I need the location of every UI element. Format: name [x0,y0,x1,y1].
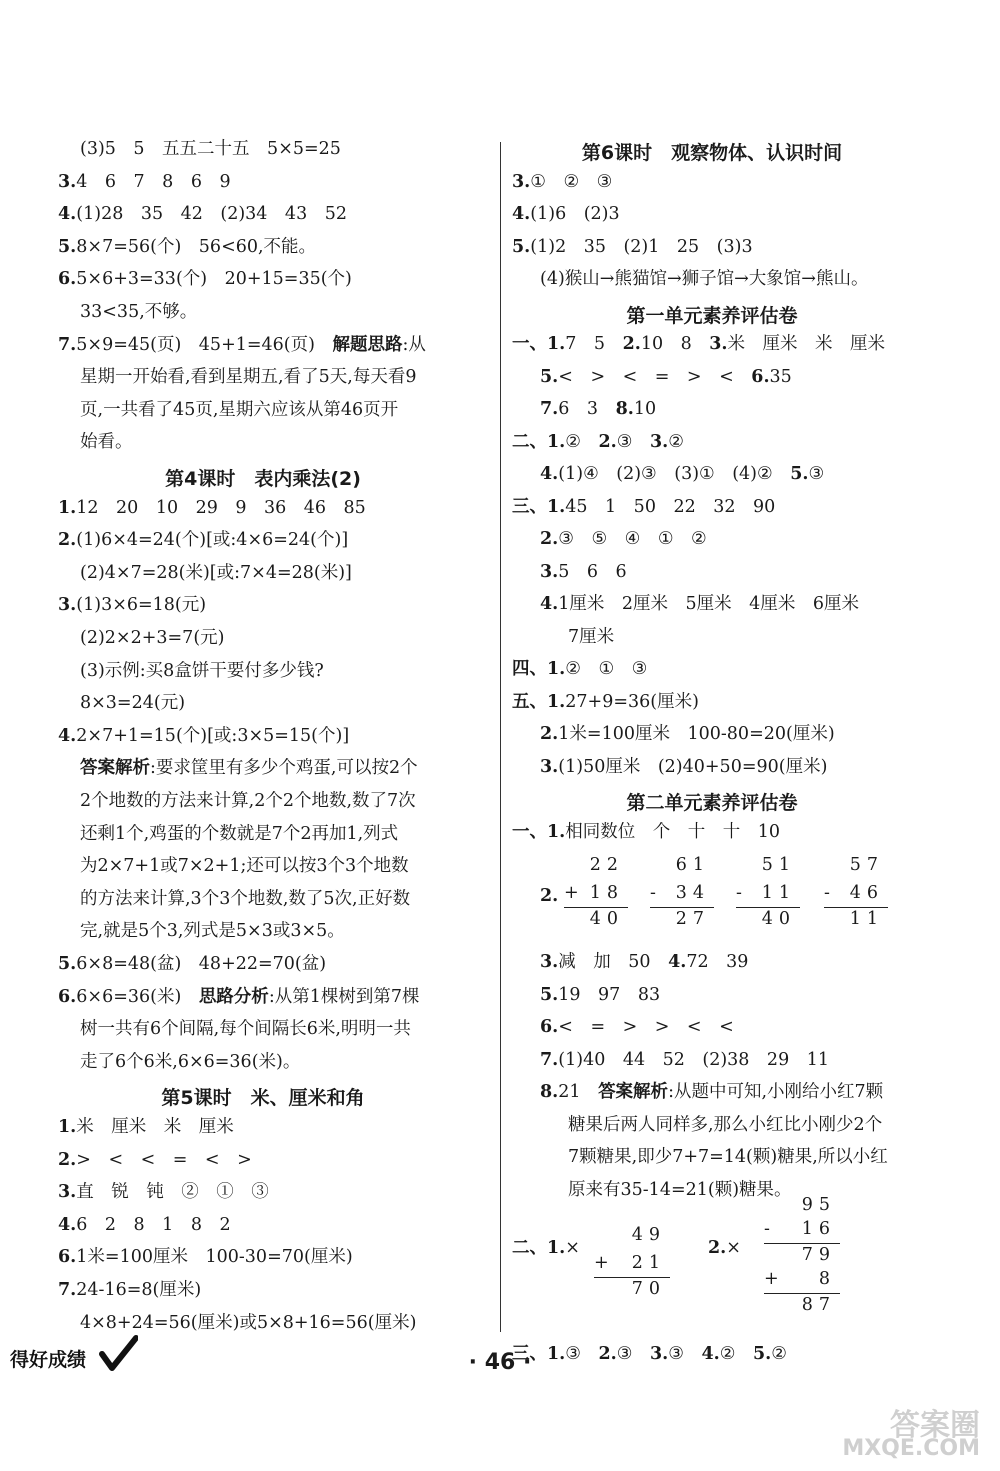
answer-line [512,236,753,258]
item-bold: 4. [701,1344,720,1364]
item-text: 33<35,不够。 [80,302,198,322]
item-text: ② ① ③ [565,659,648,679]
answer-line [80,1051,300,1073]
calc-value: 16 [801,1219,836,1239]
item-bold: 4. [540,594,559,614]
answer-line [512,821,780,843]
item-text: 5×9=45(页) 45+1=46(页) [76,334,333,355]
answer-line [80,399,398,421]
item-text: 4 6 7 8 6 9 [76,171,231,192]
answer-line [540,984,660,1006]
item-text: (3)5 5 五五二十五 5×5=25 [80,139,341,159]
item-text: 4×8+24=56(厘米)或5×8+16=56(厘米) [80,1312,417,1333]
item-text: ② [771,1344,787,1364]
item-text: 始看。 [80,432,133,453]
answer-line [540,1016,734,1038]
item-text: 24-16=8(厘米) [76,1280,202,1300]
calc-value: + [764,1269,785,1289]
brand-logo: 得好成绩 [10,1349,87,1371]
answer-line [568,1114,882,1136]
section-heading: 第5课时 米、厘米和角 [161,1087,365,1110]
item-bold: 3. [540,561,559,582]
answer-line [58,497,366,519]
answer-line [58,1279,201,1301]
answer-line [58,1246,353,1268]
item-text: 21 [558,1082,599,1102]
item-number: 3. [58,1182,77,1203]
calc-bar [824,907,888,908]
item-number: 1. [58,1117,77,1137]
item-text: 19 97 83 [558,984,661,1005]
item-number: 3. [58,171,77,192]
calc-bar [564,907,628,908]
answer-line [58,1116,234,1138]
answer-line [80,790,416,812]
item-number: 6. [58,269,77,290]
answer-line [512,333,885,355]
answer-line [80,1312,416,1334]
item-text: ③ ⑤ ④ ① ② [558,529,707,549]
item-text: 72 39 [686,952,749,972]
item-text: ③ [565,1344,599,1364]
answer-line [540,398,656,420]
answer-line [512,658,647,680]
item-number: 7. [58,1280,77,1300]
item-bold: 5. [540,984,559,1005]
item-number: 2. [58,530,77,551]
answer-line [540,1049,829,1071]
item-text: 的方法来计算,3个3个地数,数了5次,正好数 [80,888,411,909]
page-number: · 46 · [468,1350,532,1375]
item-text: 2个地数的方法来计算,2个2个地数,数了7次 [80,791,416,811]
item-bold: 答案解析 [598,1082,669,1102]
calc-top: 49 [631,1225,666,1245]
section-heading: 第二单元素养评估卷 [626,792,798,814]
item-text: 走了6个6米,6×6=36(米)。 [80,1051,301,1072]
answer-line [568,626,614,648]
item-text: 完,就是5个3,列式是5×3或3×5。 [80,921,345,942]
item-text: 6×8=48(盆) 48+22=70(盆) [76,954,327,974]
item-number: 5. [58,954,77,974]
item-number: 二、1. [512,431,566,452]
answer-line [512,1237,580,1259]
answer-line [540,561,627,583]
calc-top: 22 [589,855,624,875]
item-text: (2)2×2+3=7(元) [80,628,225,648]
item-text: (1)④ (2)③ (3)① (4)② [558,464,791,484]
item-number: 4. [58,1214,77,1235]
answer-line [512,496,775,518]
answer-line [80,823,398,845]
item-text: 还剩1个,鸡蛋的个数就是7个2再加1,列式 [80,823,399,844]
item-bold: 5. [752,1344,772,1364]
answer-line [540,1081,883,1103]
calc-operator: + [594,1253,615,1273]
calc-second: 18 [589,883,624,903]
item-number: 2. [58,1149,77,1170]
item-number: 一、1. [512,821,566,842]
item-number: 三、1. [512,496,566,517]
item-bold: 答案解析 [80,758,150,779]
item-number: 四、1. [512,659,566,679]
item-bold: 3. [540,756,559,777]
item-number: 3. [512,171,531,192]
calc-operator: + [564,883,585,903]
answer-line [512,171,612,193]
answer-line [58,203,347,225]
answer-line [58,171,231,193]
answer-line [58,1181,269,1203]
answer-line [708,1237,741,1259]
calc-operator: - [650,883,662,903]
item-text: 米 厘米 米 厘米 [76,1117,234,1137]
item-text: (1)40 44 52 (2)38 29 11 [558,1049,829,1070]
item-bold: 2. [622,334,641,354]
item-bold: 2. [598,431,617,452]
item-text: :从第1棵树到第7棵 [268,986,420,1007]
item-bold: 2. [540,724,559,744]
calc-value: - [764,1219,776,1239]
answer-line [540,366,792,388]
item-text: (1)28 35 42 (2)34 43 52 [76,204,347,225]
item-text: (1)2 35 (2)1 25 (3)3 [530,236,753,257]
item-text: 糖果后两人同样多,那么小红比小刚少2个 [568,1114,883,1135]
item-bold: 7. [540,1049,559,1070]
answer-line [58,725,349,747]
item-number: 二、1. [512,1238,566,1258]
item-text: 1厘米 2厘米 5厘米 4厘米 6厘米 [558,594,859,614]
answer-line [58,1214,231,1236]
item-bold: 3. [540,952,559,972]
item-text: < = > > < < [558,1017,734,1037]
answer-line [58,1149,252,1171]
item-text: 星期一开始看,看到星期五,看了5天,每天看9 [80,367,417,388]
answer-line [58,529,348,551]
item-bold: 2. [540,529,559,549]
item-number: 5. [512,236,531,257]
item-text: 6 3 [558,399,616,419]
calc-bar [764,1243,840,1244]
calc-value: 87 [801,1295,836,1315]
item-text: ② [719,1344,753,1364]
item-text: × [726,1238,741,1258]
item-text: 相同数位 个 十 十 10 [565,821,781,842]
item-text: 10 [633,399,657,419]
answer-line [80,855,409,877]
item-text: (3)示例:买8盒饼干要付多少钱? [80,660,324,681]
column-divider [500,142,501,1332]
item-text: 12 20 10 29 9 36 46 85 [76,497,366,518]
item-text: 树一共有6个间隔,每个间隔长6米,明明一共 [80,1019,411,1040]
item-text: > < < = < > [76,1149,252,1170]
calc-top: 51 [761,855,796,875]
item-text: 8×7=56(个) 56<60,不能。 [76,236,317,257]
calc-operator: - [736,883,748,903]
item-text: 6 2 8 1 8 2 [76,1214,231,1235]
vertical-calculation [764,1195,840,1325]
item-text: 页,一共看了45页,星期六应该从第46页开 [80,399,399,420]
answer-line [540,723,835,745]
calc-result: 11 [849,909,884,929]
item-text: ② [565,431,599,452]
item-number: 一、1. [512,334,566,354]
answer-line [58,236,316,258]
answer-line [58,986,419,1008]
item-text: 27+9=36(厘米) [565,691,699,712]
answer-line [80,138,341,160]
item-text: 6×6=36(米) [76,986,199,1007]
item-bold: 8. [615,399,634,419]
item-number: 6. [58,986,77,1007]
answer-line [80,366,416,388]
answer-line [540,593,859,615]
calc-value: 8 [818,1269,836,1289]
item-text: 为2×7+1或7×2+1;还可以按3个3个地数 [80,856,409,877]
calc-second: 34 [675,883,710,903]
answer-line [80,1018,411,1040]
item-text: ② [668,431,684,452]
calc-top: 61 [675,855,710,875]
answer-line [80,627,224,649]
vertical-calculation [824,855,888,929]
answer-line [80,888,410,910]
item-bold: 思路分析 [198,986,269,1007]
item-text: 7颗糖果,即少7+7=14(颗)糖果,所以小红 [568,1147,888,1167]
item-text: 35 [769,366,792,387]
item-text: ③ [616,431,650,452]
item-text: 45 1 50 22 32 90 [565,496,776,517]
answer-line [80,920,345,942]
item-text: (1)3×6=18(元) [76,595,207,616]
calc-bar [650,907,714,908]
item-text: 7厘米 [568,626,615,647]
item-bold: 8. [540,1082,559,1102]
vertical-calculation [650,855,714,929]
calc-bar [736,907,800,908]
calc-operator: - [824,883,836,903]
item-number: 1. [58,497,77,518]
answer-line [568,1146,888,1168]
item-bold: 3. [649,431,669,452]
answer-line [58,594,206,616]
item-number: 2. [708,1238,727,1258]
section-heading: 第4课时 表内乘法(2) [165,468,361,490]
answer-line [512,431,684,453]
section-heading: 第6课时 观察物体、认识时间 [581,142,843,164]
calc-value: 79 [801,1245,836,1265]
item-text: :从 [402,334,426,355]
item-text: < > < = > < [558,366,752,387]
calc-result: 40 [761,909,796,929]
item-text: (4)猴山→熊猫馆→狮子馆→大象馆→熊山。 [540,269,869,289]
vertical-calculation [564,855,628,929]
section-heading: 第一单元素养评估卷 [626,304,798,327]
item-text: 直 锐 钝 ② ① ③ [76,1182,269,1203]
item-number: 6. [58,1247,77,1268]
vertical-calculation [736,855,800,929]
item-bold: 4. [540,464,559,484]
item-bold: 2. [598,1344,617,1364]
item-bold: 解题思路 [332,334,403,355]
item-text: :要求筐里有多少个鸡蛋,可以按2个 [150,758,418,779]
item-text: × [565,1238,580,1258]
calc-second: 46 [849,883,884,903]
answer-line [80,301,197,323]
item-text: :从题中可知,小刚给小红7颗 [668,1082,884,1102]
item-bold: 5. [540,366,559,387]
answer-line [540,463,824,485]
item-text: 5 6 6 [558,561,627,582]
item-text: 2×7+1=15(个)[或:3×5=15(个)] [76,725,350,746]
item-bold: 5. [790,464,809,484]
answer-line [512,203,620,225]
item-number: 7. [58,334,77,355]
calc-result: 70 [631,1279,666,1299]
item-bold: 3. [649,1344,669,1364]
item-number: 4. [512,204,531,224]
calc-result: 40 [589,909,624,929]
item-text: (2)4×7=28(米)[或:7×4=28(米)] [80,562,352,583]
item-text: (1)6 (2)3 [530,204,620,224]
calc-bar [764,1293,840,1294]
item-bold: 3. [709,334,728,354]
item-number: 3. [58,595,77,616]
item-number: 4. [58,725,77,746]
watermark-logo: 答案圈 [890,1408,980,1443]
calc-result: 27 [675,909,710,929]
calc-value: 95 [801,1195,836,1215]
item-number: 五、1. [512,691,566,712]
item-text: 5×6+3=33(个) 20+15=35(个) [76,269,352,290]
answer-line [80,692,185,714]
item-text: 1米=100厘米 100-30=70(厘米) [76,1247,353,1268]
item-text: 7 5 [565,334,623,354]
item-text: 8×3=24(元) [80,693,186,714]
calc-second: 21 [631,1253,666,1273]
item-text: ③ [668,1344,702,1364]
answer-line [80,660,324,682]
answer-line [58,953,326,975]
item-text: 1米=100厘米 100-80=20(厘米) [558,724,835,744]
item-text: (1)50厘米 (2)40+50=90(厘米) [558,756,828,777]
answer-line [80,562,352,584]
calc-bar [594,1277,670,1278]
calc-second: 11 [761,883,796,903]
answer-line [540,951,748,973]
answer-line [540,756,827,778]
calc-top: 57 [849,855,884,875]
item-bold: 6. [540,1017,559,1037]
item-bold: 7. [540,399,559,419]
answer-line [512,691,699,713]
answer-line [58,268,352,290]
answer-line [80,431,133,453]
item-text: (1)6×4=24(个)[或:4×6=24(个)] [76,530,349,551]
item-number: 5. [58,236,77,257]
item-number: 2. [540,886,559,906]
item-number: 4. [58,204,77,225]
item-text: 原来有35-14=21(颗)糖果。 [568,1179,792,1200]
item-text: ① ② ③ [530,171,613,192]
item-bold: 4. [668,952,687,972]
item-text: 米 厘米 米 厘米 [727,334,886,354]
item-text: 减 加 50 [558,952,669,972]
answer-line [80,757,418,779]
item-bold: 6. [751,366,770,387]
item-text: ③ [616,1344,650,1364]
item-text: ③ [808,464,825,484]
answer-line [540,268,868,290]
item-text: 10 8 [640,334,710,354]
answer-line [58,334,426,356]
vertical-calculation [594,1225,670,1299]
answer-line [540,528,707,550]
item-number: 三、1. [512,1344,566,1364]
answer-line [568,1179,792,1201]
watermark-url: MXQE.COM [842,1436,980,1461]
